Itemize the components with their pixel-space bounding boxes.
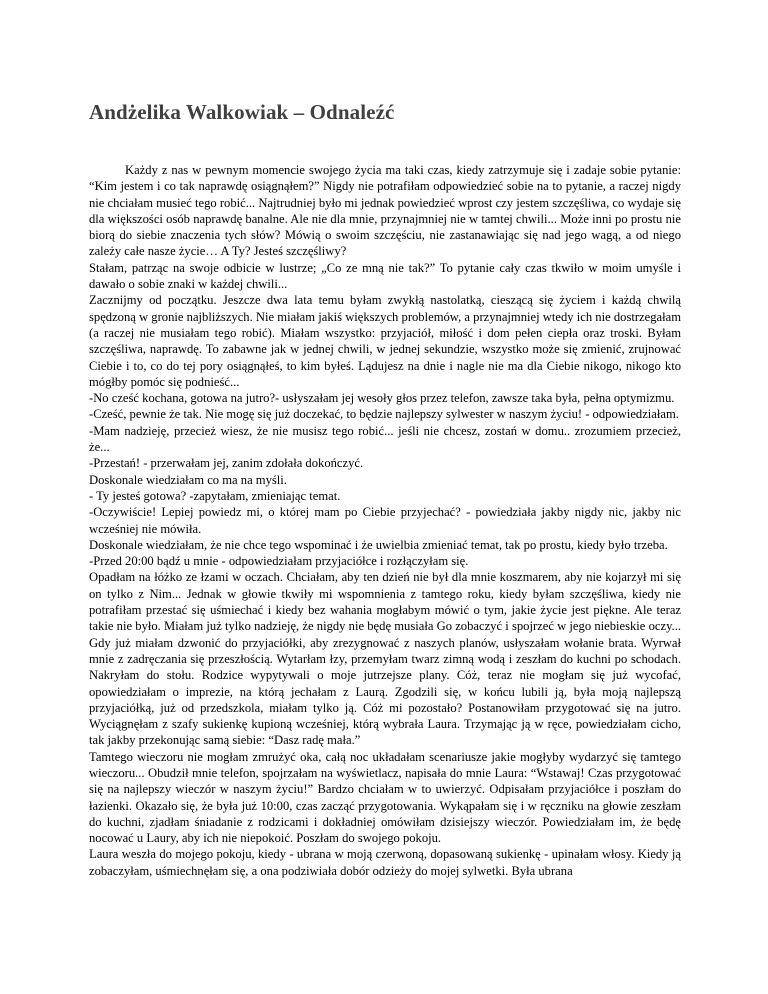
paragraph: -Mam nadzieję, przecież wiesz, że nie musisz tego robić... jeśli nie chcesz, zostań w domu.. zrozumiem przecież, że...: [89, 423, 681, 455]
paragraph: -Przed 20:00 bądź u mnie - odpowiedziałam przyjaciółce i rozłączyłam się.: [89, 554, 469, 569]
paragraph: -Cześć, pewnie że tak. Nie mogę się już doczekać, to będzie najlepszy sylwester w naszym życiu! - odpowiedziałam.: [89, 407, 679, 422]
document-title: Andżelika Walkowiak – Odnaleźć: [89, 100, 395, 125]
paragraph: Doskonale wiedziałam co ma na myśli.: [89, 472, 287, 487]
paragraph: Doskonale wiedziałam, że nie chce tego wspominać i że uwielbia zmieniać temat, tak po prostu, kiedy było trzeba.: [89, 537, 668, 552]
paragraph: Tamtego wieczoru nie mogłam zmrużyć oka, całą noc układałam scenariusze jakie mogłyby wydarzyć się tamtego wieczoru... Obudził mnie telefon, spojrzałam na wyświetlacz, napisała do mnie Laura: “Wstawaj! Czas przygotować się na najlepszy wieczór w naszym życiu!” Bardzo chciałam w to uwierzyć. Odpisałam przyjaciółce i poszłam do łazienki. Okazało się, że była już 10:00, czas zacząć przygotowania. Wykąpałam się i w ręczniku na głowie zeszłam do kuchni, zjadłam śniadanie z rodzicami i dokładniej omówiłam dzisiejszy wieczór. Powiedziałam im, że będę nocować u Laury, aby ich nie niepokoić. Poszłam do swojego pokoju.: [89, 749, 681, 846]
paragraph: Każdy z nas w pewnym momencie swojego życia ma taki czas, kiedy zatrzymuje się i zadaje sobie pytanie: “Kim jestem i co tak naprawdę osiągnąłem?” Nigdy nie potrafiłam odpowiedzieć sobie na to pytanie, a raczej nigdy nie chciałam musieć tego robić... Najtrudniej było mi jednak powiedzieć wprost czy jestem szczęśliwa, co wydaje się dla większości osób naprawdę banalne. Ale nie dla mnie, przynajmniej nie w tamtej chwili... Może inni po prostu nie biorą do siebie znaczenia tych słów? Mówią o swoim szczęściu, nie zastanawiając się nad jego wagą, a od niego zależy całe nasze życie… A Ty? Jesteś szczęśliwy?: [89, 163, 681, 259]
paragraph: -Oczywiście! Lepiej powiedz mi, o której mam po Ciebie przyjechać? - powiedziała jakby nigdy nic, jakby nic wcześniej nie mówiła.: [89, 505, 681, 536]
document-body: [89, 162, 681, 879]
paragraph: Opadłam na łóżko ze łzami w oczach. Chciałam, aby ten dzień nie był dla mnie koszmarem, aby nie kojarzył mi się on tylko z Nim... Jednak w głowie tkwiły mi wspomnienia z tamtego roku, kiedy byłam szczęśliwa, kiedy nie potrafiłam przestać się uśmiechać i kiedy bez wahania mogłabym mówić o tym, jakie życie jest piękne. Ale teraz takie nie było. Miałam już tylko nadzieję, że nigdy nie będę musiała Go zobaczyć i spojrzeć w jego niebieskie oczy... Gdy już miałam dzwonić do przyjaciółki, aby zrezygnować z naszych planów, usłyszałam wołanie brata. Wyrwał mnie z zadręczania się przeszłością. Wytarłam łzy, przemyłam twarz zimną wodą i zeszłam do kuchni po schodach. Nakryłam do stołu. Rodzice wypytywali o moje jutrzejsze plany. Cóż, teraz nie mogłam się już wycofać, opowiedziałam o imprezie, na którą jechałam z Laurą. Zgodzili się, w końcu lubili ją, była moją najlepszą przyjaciółką, już od przedszkola, miałam tylko ją. Cóż mi pozostało? Postanowiłam przygotować się na jutro. Wyciągnęłam z szafy sukienkę kupioną wcześniej, którą wybrała Laura. Trzymając ją w ręce, powiedziałam cicho, tak jakby przekonując samą siebie: “Dasz radę mała.”: [89, 570, 681, 748]
paragraph: Laura weszła do mojego pokoju, kiedy - ubrana w moją czerwoną, dopasowaną sukienkę - upinałam włosy. Kiedy ją zobaczyłam, uśmiechnęłam się, a ona podziwiała dobór odzieży do mojej sylwetki. Była ubrana: [89, 847, 681, 878]
paragraph: -Przestań! - przerwałam jej, zanim zdołała dokończyć.: [89, 456, 364, 471]
paragraph: Zacznijmy od początku. Jeszcze dwa lata temu byłam zwykłą nastolatką, cieszącą się życiem i każdą chwilą spędzoną w gronie najbliższych. Nie miałam jakiś większych problemów, a przynajmniej wtedy ich nie dostrzegałam (a raczej nie musiałam tego robić). Miałam wszystko: przyjaciół, miłość i dom pełen ciepła oraz troski. Byłam szczęśliwa, naprawdę. To zabawne jak w jednej chwili, w jednej sekundzie, wszystko może się zmienić, zrujnować Ciebie i to, co do tej pory osiągnąłeś, to kim byłeś. Lądujesz na dnie i nagle nie ma dla Ciebie nikogo, nikogo kto mógłby pomóc się podnieść...: [89, 293, 681, 389]
paragraph: -No cześć kochana, gotowa na jutro?- usłyszałam jej wesoły głos przez telefon, zawsze taka była, pełna optymizmu.: [89, 391, 675, 406]
paragraph: Stałam, patrząc na swoje odbicie w lustrze; „Co ze mną nie tak?” To pytanie cały czas tkwiło w moim umyśle i dawało o sobie znaki w każdej chwili...: [89, 260, 681, 292]
paragraph: - Ty jesteś gotowa? -zapytałam, zmieniając temat.: [89, 488, 341, 503]
